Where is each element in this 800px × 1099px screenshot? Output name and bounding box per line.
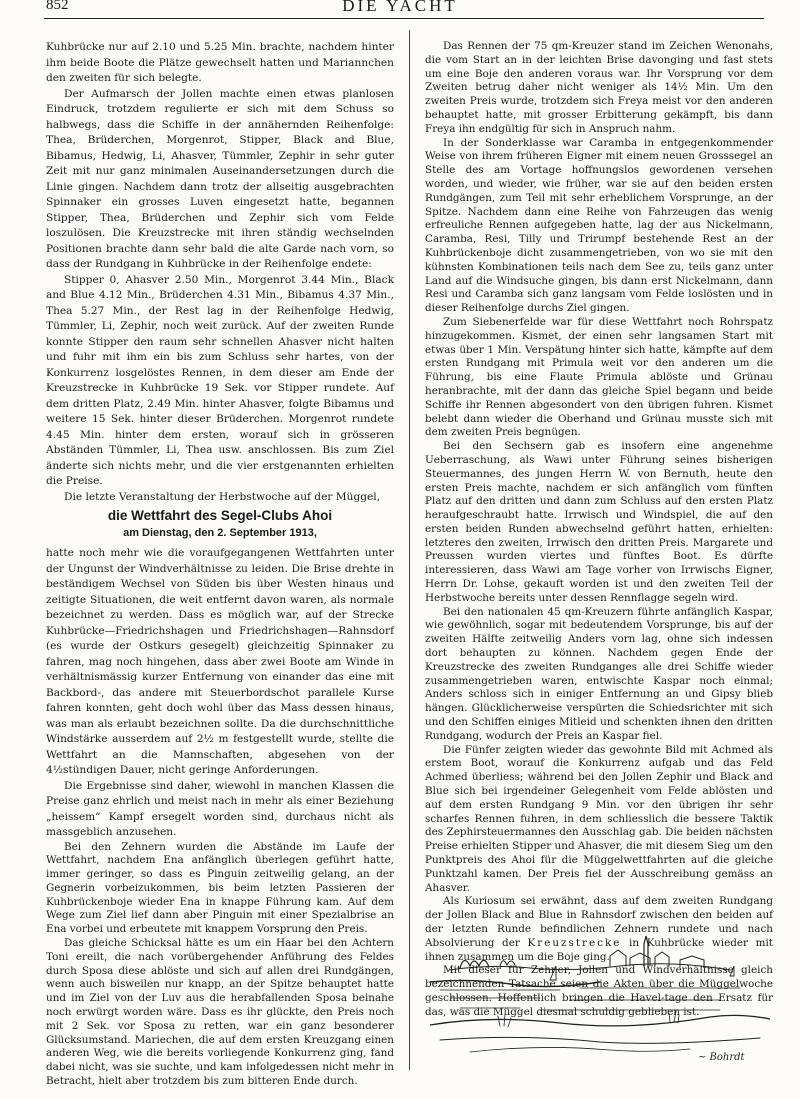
column-divider xyxy=(409,30,410,1070)
paragraph: Zum Siebenerfelde war für diese Wettfahrt noch Rohrspatz hinzugekommen. Kismet, der einen sehr langsamen Start mit etwas über 1 Min. Verspätung hinter sich hatte, kämpfte auf dem ersten Rundgang mit Primula weit vor den anderen um die Führung, bis eine Flaute Primula ablöste und Grünau heranbrachte, mit der dann das gleiche Spiel begann und beide Schiffe ihr Rennen abgesondert von den übrigen fuhren. Kismet belebt dann wieder die Oberhand und Grünau musste sich mit dem zweiten Preis begnügen. xyxy=(425,315,773,439)
emphasis: Kreuzstrecke xyxy=(527,936,622,949)
page-number: 852 xyxy=(46,0,69,13)
paragraph: Mit dieser für Zehner, Jollen und Windverhältnisse gleich bezeichnenden Tatsache seien die Akten über die Müggelwoche geschlossen. Hoffentlich bringen die Havel-tage den Ersatz für das, was die Müggel diesmal schuldig geblieben ist. xyxy=(425,964,773,1018)
paragraph: Der Aufmarsch der Jollen machte einen etwas planlosen Eindruck, trotzdem regulierte er sich mit dem Schuss so halbwegs, dass die Schiffe in der annähernden Reihenfolge: Thea, Brüderchen, Morgenrot, Stipper, Black and Blue, Bibamus, Hedwig, Li, Ahasver, Tümmler, Zephir in sehr guter Zeit mit nur ganz minimalen Auseinandersetzungen durch die Linie gingen. Nachdem dann trotz der allseitig ausgebrachten Spinnaker ein grosses Luven eingesetzt hatte, begannen Stipper, Thea, Brüderchen und Zephir sich vom Felde loszulösen. Die Kreuzstrecke mit ihren ständig wechselnden Positionen brachte dann sehr bald die alte Garde nach vorn, so dass der Rundgang in Kuhbrücke in der Reihenfolge endete: xyxy=(46,87,394,270)
running-title: DIE YACHT xyxy=(342,0,458,15)
paragraph: Bei den Zehnern wurden die Abstände im Laufe der Wettfahrt, nachdem Ena anfänglich überlegen geführt hatte, immer geringer, so dass es Pinguin zeitweilig gelang, an der Gegnerin vorbeizukommen, bis beim letzten Passieren der Kuhbrückenboje wieder Ena in knappe Führung kam. Auf dem Wege zum Ziel lief dann aber Pinguin mit einer Spezialbrise an Ena vorbei und erbeutete mit knappem Vorsprung den Preis. xyxy=(46,840,394,936)
paragraph: hatte noch mehr wie die voraufgegangenen Wettfahrten unter der Ungunst der Windverhältnisse zu leiden. Die Brise drehte in beständigem Wechsel von Süden bis über Westen hinaus und zeitigte Situationen, die weit entfernt davon waren, als normale bezeichnet zu werden. Dass es möglich war, auf der Strecke Kuhbrücke—Friedrichshagen und Friedrichshagen—Rahnsdorf (es wurde der Ostkurs gesegelt) gleichzeitig Spinnaker zu fahren, mag noch hingehen, dass aber zwei Boote am Winde in verhältnismässig kurzer Entfernung von einander das eine mit Backbord-, das andere mit Steuerbordschot parallele Kurse fahren konnten, geht doch wohl über das Mass dessen hinaus, was man als erlaubt bezeichnen sollte. Da die durchschnittliche Windstärke ausserdem auf 2½ m festgestellt wurde, stellte die Wettfahrt an die Mannschaften, abgesehen von der 4½stündigen Dauer, nicht geringe Anforderungen. xyxy=(46,547,394,776)
left-column xyxy=(46,40,394,1089)
landscape-illustration xyxy=(430,930,770,1065)
paragraph: Stipper 0, Ahasver 2.50 Min., Morgenrot 3.44 Min., Black and Blue 4.12 Min., Brüderchen 4.31 Min., Bibamus 4.37 Min., Thea 5.27 Min., der Rest lag in der Reihenfolge Hedwig, Tümmler, Li, Zephir, noch weit zurück. Auf der zweiten Runde konnte Stipper den raum sehr schnellen Ahasver nicht halten und fuhr mit ihm ein bis zum Schluss sehr hartes, von der Konkurrenz losgelöstes Rennen, in dem dieser am Ende der Kreuzstrecke in Kuhbrücke 19 Sek. vor Stipper rundete. Auf dem dritten Platz, 2.49 Min. hinter Ahasver, folgte Bibamus und weitere 15 Sek. hinter dieser Brüderchen. Morgenrot rundete 4.45 Min. hinter dem ersten, worauf sich in grösseren Abständen Tümmler, Li, Thea usw. anschlossen. Bis zum Ziel änderte sich nichts mehr, und die vier erstgenannten erhielten die Preise. xyxy=(46,273,394,487)
paragraph: Das gleiche Schicksal hätte es um ein Haar bei den Achtern Toni ereilt, die nach vorübergehender Anführung des Feldes durch Sposa diese ablöste und sich auf allen drei Rundgängen, wenn auch bisweilen nur knapp, an der Spitze behauptet hatte und im Ziel von der Luv aus die herabfallenden Sposa beinahe noch erwürgt worden wäre. Dass es ihr glückte, den Preis noch mit 2 Sek. vor Sposa zu retten, war ein ganz besonderer Glücksumstand. Mariechen, die auf dem ersten Kreuzgang einen anderen Weg, wie die bereits vorliegende Konkurrenz ging, fand dabei nicht, was sie suchte, und kam infolgedessen nicht mehr in Betracht, hielt aber trotzdem bis zum bitteren Ende durch. xyxy=(46,937,394,1088)
paragraph: In der Sonderklasse war Caramba in entgegenkommender Weise von ihrem früheren Eigner mit einem neuen Grosssegel an Stelle des am Vortage hoffnungslos gewordenen versehen worden, und wieder, wie früher, war sie auf den beiden ersten Rundgängen, zum Teil mit sehr erheblichem Vorsprunge, an der Spitze. Nachdem dann eine Reihe von Fahrzeugen das wenig erfreuliche Rennen aufgegeben hatte, lag der aus Nickelmann, Caramba, Resi, Tilly und Trirumpf bestehende Rest an der Kuhbrückenboje dicht zusammengetrieben, von wo sie mit den kühnsten Kombinationen teils nach dem See zu, teils ganz unter Land auf die Windsuche gingen, bis dann erst Nickelmann, dann Resi und Caramba sich ganz langsam vom Felde loslösten und in dieser Reihenfolge durchs Ziel gingen. xyxy=(425,136,773,315)
header-rule xyxy=(44,18,764,19)
paragraph: Kuhbrücke nur auf 2.10 und 5.25 Min. brachte, nachdem hinter ihm beide Boote die Plätze gewechselt hatten und Mariannchen den zweiten für sich belegte. xyxy=(46,41,394,84)
text-run: Als Kuriosum sei erwähnt, dass auf dem zweiten Rundgang der Jollen Black and Blue in Rahnsdorf zwischen den beiden auf der letzten Runde befindlichen Zehnern rundete und nach Absolvierung der xyxy=(425,895,773,949)
paragraph: Die Fünfer zeigten wieder das gewohnte Bild mit Achmed als erstem Boot, worauf die Konkurrenz aufgab und das Feld Achmed überliess; während bei den Jollen Zephir und Black and Blue sich bei irgendeiner Gelegenheit vom Felde ablösten und auf dem ersten Rundgang 9 Min. vor den übrigen ihr sehr scharfes Rennen fuhren, in dem schliesslich die bessere Taktik des Zephirsteuermannes den Ausschlag gab. Die beiden nächsten Preise erhielten Stipper und Ahasver, die mit diesem Sieg um den Punktpreis des Ahoi für die Müggelwettfahrten auf die gleiche Punktzahl kamen. Der Preis fiel der Ausschreibung gemäss an Ahasver. xyxy=(425,743,773,894)
paragraph: Bei den nationalen 45 qm-Kreuzern führte anfänglich Kaspar, wie gewöhnlich, sogar mit bedeutendem Vorsprunge, bis auf der zweiten Hälfte zeitweilig Anders vorn lag, ohne sich indessen dort behaupten zu können. Nachdem gegen Ende der Kreuzstrecke des zweiten Rundganges alle drei Schiffe wieder zusammengetrieben waren, entwischte Kaspar noch einmal; Anders schloss sich in einiger Entfernung an und Gipsy blieb hängen. Glücklicherweise verspürten die Schiedsrichter mit sich und den Schiffen einiges Mitleid und schenkten ihnen den dritten Rundgang, wodurch der Preis an Kaspar fiel. xyxy=(425,605,773,742)
text-run: in Kuhbrücke wieder mit ihnen zusammen um die Boje ging. xyxy=(425,936,773,963)
paragraph: Das Rennen der 75 qm-Kreuzer stand im Zeichen Wenonahs, die vom Start an in der leichten Brise davonging und fast stets um eine Boje den anderen voraus war. Ihr Vorsprung vor dem Zweiten betrug daher nicht weniger als 14½ Min. Um den zweiten Preis wurde, trotzdem sich Freya meist vor den anderen behauptet hatte, mit grosser Erbitterung gekämpft, bis dann Freya ihn endgültig für sich in Anspruch nahm. xyxy=(425,40,773,135)
section-intro: Die letzte Veranstaltung der Herbstwoche auf der Müggel, xyxy=(64,490,381,503)
section-subtitle: am Dienstag, den 2. September 1913, xyxy=(123,526,317,539)
paragraph: Die Ergebnisse sind daher, wiewohl in manchen Klassen die Preise ganz ehrlich und meist nach in mehr als einer Beziehung „heissem“ Kampf ersegelt worden sind, durchaus nicht als massgeblich anzusehen. xyxy=(46,779,394,838)
section-title: die Wettfahrt des Segel-Clubs Ahoi xyxy=(107,508,333,523)
page-header xyxy=(0,0,800,18)
paragraph: Bei den Sechsern gab es insofern eine angenehme Ueberraschung, als Wawi unter Führung seines bisherigen Steuermannes, des jungen Herrn W. von Bernuth, heute den ersten Preis machte, nachdem er sich anfänglich vom fünften Platz auf den dritten und dann zum Schluss auf den ersten Platz heraufgeschraubt hatte. Irrwisch und Windspiel, die auf den ersten beiden Runden abwechselnd geführt hatten, erhielten: letzteres den zweiten, Irrwisch den dritten Preis. Margarete und Preussen wurden viertes und fünftes Boot. Es dürfte interessieren, dass Wawi am Tage vorher von Irrwischs Eigner, Herrn Dr. Lohse, gekauft worden ist und den zweiten Teil der Herbstwoche bereits unter dessen Rennflagge segeln wird. xyxy=(425,440,773,604)
right-column xyxy=(425,40,773,1020)
svg-text:~ Bohrdt: ~ Bohrdt xyxy=(698,1052,745,1063)
